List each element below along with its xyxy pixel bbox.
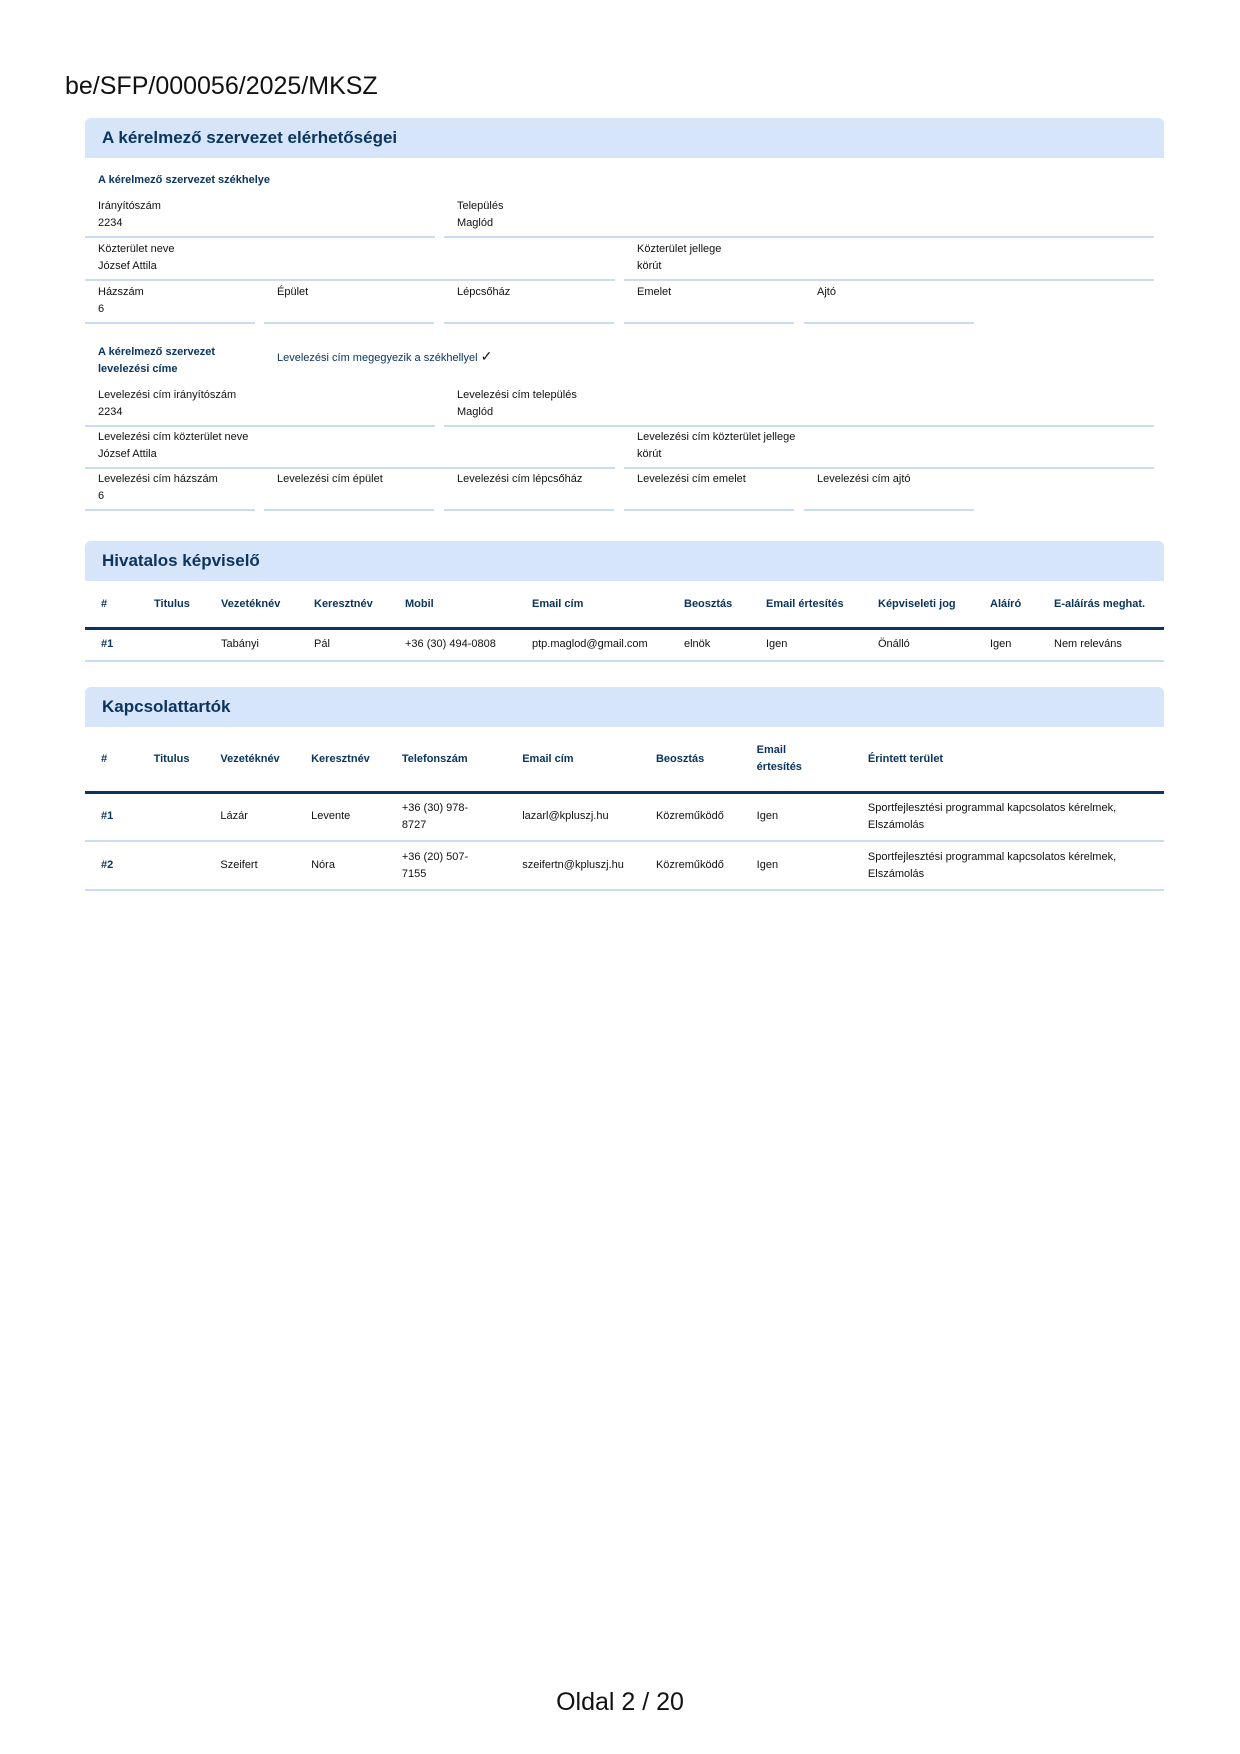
table-row [85, 792, 1164, 841]
column-header: Mobil [405, 597, 434, 610]
mail-house-label: Levelezési cím házszám [98, 473, 218, 485]
mail-building-label: Levelezési cím épület [277, 473, 383, 485]
table-header-row [85, 727, 1164, 792]
seat-street-type-field [624, 240, 1154, 281]
seat-door-label: Ajtó [817, 286, 836, 298]
seat-street-value: József Attila [98, 260, 157, 272]
column-header: Beosztás [655, 752, 705, 765]
checkmark-icon: ✓ [480, 348, 493, 364]
table-row [85, 628, 1164, 661]
table-cell: Lázár [220, 810, 248, 823]
column-header: Vezetéknév [221, 597, 281, 610]
mail-street-type-value: körút [637, 448, 662, 460]
table-cell: Önálló [878, 638, 910, 651]
table-header-row [85, 581, 1164, 628]
mail-city-field [444, 386, 1154, 427]
table-cell: Pál [314, 638, 330, 651]
seat-zip-field [85, 197, 435, 238]
table-cell [138, 792, 205, 841]
table-cell: Szeifert [220, 859, 258, 871]
document-id: be/SFP/000056/2025/MKSZ [65, 72, 378, 100]
contact-section-title: A kérelmező szervezet elérhetőségei [85, 118, 1164, 158]
table-cell: Tabányi [221, 638, 259, 651]
seat-city-value: Maglód [457, 217, 494, 229]
mail-street-value: József Attila [98, 448, 157, 460]
table-cell [138, 628, 205, 661]
table-cell: elnök [684, 638, 711, 651]
mail-zip-value: 2234 [98, 406, 123, 418]
column-header: Képviseleti jog [878, 597, 956, 610]
column-header: Titulus [153, 752, 190, 765]
seat-subtitle: A kérelmező szervezet székhelye [98, 174, 271, 186]
representative-section-title: Hivatalos képviselő [85, 541, 1164, 581]
page-number: Oldal 2 / 20 [556, 1688, 684, 1716]
column-header: Telefonszám [401, 752, 468, 765]
table-cell: ptp.maglod@gmail.com [532, 638, 648, 651]
table-cell: Nóra [311, 859, 335, 871]
seat-house-field [85, 283, 255, 324]
contacts-section-title: Kapcsolattartók [85, 687, 1164, 727]
mail-street-label: Levelezési cím közterület neve [98, 431, 249, 443]
mail-door-field [804, 470, 974, 511]
mail-street-type-field [624, 428, 1154, 469]
column-header: Aláíró [990, 597, 1022, 610]
table-cell: #1 [101, 638, 114, 651]
seat-building-field [264, 283, 434, 324]
table-cell: Sportfejlesztési programmal kapcsolatos kérelmek, Elszámolás [867, 850, 1117, 880]
table-cell: +36 (30) 494-0808 [405, 638, 496, 651]
table-cell: Igen [766, 638, 788, 651]
seat-stair-label: Lépcsőház [457, 286, 511, 298]
column-header: Titulus [154, 597, 190, 610]
table-cell: Sportfejlesztési programmal kapcsolatos kérelmek, Elszámolás [867, 801, 1117, 831]
mail-floor-label: Levelezési cím emelet [637, 473, 746, 485]
table-cell: szeifertn@kpluszj.hu [522, 859, 624, 871]
seat-street-type-value: körút [637, 260, 662, 272]
table-cell: lazarl@kpluszj.hu [522, 810, 609, 823]
seat-city-label: Település [457, 200, 504, 212]
table-row [85, 841, 1164, 890]
seat-street-type-label: Közterület jellege [637, 243, 722, 255]
mail-same-checkbox [277, 348, 492, 365]
mail-zip-label: Levelezési cím irányítószám [98, 389, 237, 401]
mail-city-label: Levelezési cím település [457, 389, 577, 401]
table-cell: +36 (20) 507-7155 [401, 850, 469, 880]
table-cell: +36 (30) 978-8727 [401, 801, 469, 831]
column-header: Email értesítés [756, 743, 802, 773]
column-header: Email cím [532, 597, 584, 610]
mail-house-value: 6 [98, 490, 105, 502]
column-header: Email cím [522, 752, 574, 765]
contacts-table [85, 727, 1164, 891]
seat-zip-value: 2234 [98, 217, 123, 229]
seat-building-label: Épület [277, 286, 309, 298]
column-header: E-aláírás meghat. [1054, 597, 1146, 610]
table-cell: #2 [101, 859, 114, 871]
mail-same-label: Levelezési cím megegyezik a székhellyel [277, 352, 478, 364]
mail-zip-field [85, 386, 435, 427]
column-header: Keresztnév [314, 597, 373, 610]
seat-street-label: Közterület neve [98, 243, 175, 255]
column-header: # [101, 752, 108, 765]
table-cell: Közreműködő [655, 859, 724, 871]
column-header: Keresztnév [311, 752, 370, 765]
representative-section [85, 541, 1164, 663]
table-cell: Nem releváns [1054, 638, 1122, 651]
column-header: Email értesítés [766, 597, 844, 610]
mail-street-field [85, 428, 615, 469]
seat-house-value: 6 [98, 303, 105, 315]
seat-zip-label: Irányítószám [98, 200, 161, 212]
seat-floor-label: Emelet [637, 286, 672, 298]
table-cell: Levente [311, 810, 351, 823]
mail-building-field [264, 470, 434, 511]
table-cell: Igen [990, 638, 1012, 651]
mail-floor-field [624, 470, 794, 511]
seat-city-field [444, 197, 1154, 238]
table-cell: #1 [101, 810, 114, 823]
column-header: Beosztás [684, 597, 733, 610]
table-cell: Közreműködő [655, 810, 724, 823]
mail-subtitle: A kérelmező szervezet levelezési címe [98, 346, 215, 375]
seat-house-label: Házszám [98, 286, 144, 298]
seat-street-field [85, 240, 615, 281]
column-header: Vezetéknév [220, 752, 280, 765]
mail-house-field [85, 470, 255, 511]
seat-door-field [804, 283, 974, 324]
table-cell: Igen [756, 810, 779, 823]
mail-door-label: Levelezési cím ajtó [817, 473, 911, 485]
mail-city-value: Maglód [457, 406, 494, 418]
representative-table [85, 581, 1164, 662]
mail-street-type-label: Levelezési cím közterület jellege [637, 431, 796, 443]
column-header: Érintett terület [867, 752, 944, 765]
mail-stair-label: Levelezési cím lépcsőház [457, 473, 583, 485]
seat-floor-field [624, 283, 794, 324]
mail-stair-field [444, 470, 614, 511]
seat-stair-field [444, 283, 614, 324]
contacts-section [85, 687, 1164, 897]
table-cell [138, 841, 205, 890]
column-header: # [101, 597, 108, 610]
contact-section [85, 118, 1164, 508]
table-cell: Igen [756, 859, 779, 871]
